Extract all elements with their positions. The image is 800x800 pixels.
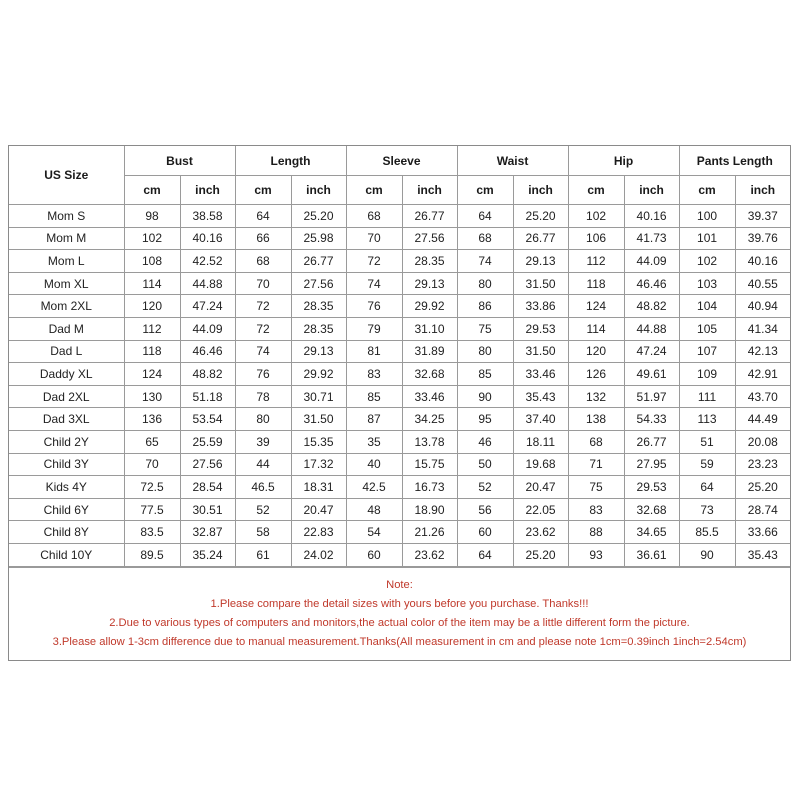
measurement-cell: 75	[457, 317, 513, 340]
measurement-cell: 39.76	[735, 227, 790, 250]
measurement-cell: 23.62	[402, 543, 457, 566]
measurement-cell: 35.43	[735, 543, 790, 566]
measurement-cell: 76	[235, 363, 291, 386]
measurement-cell: 138	[568, 408, 624, 431]
measurement-cell: 120	[124, 295, 180, 318]
measurement-cell: 15.35	[291, 430, 346, 453]
measurement-cell: 103	[679, 272, 735, 295]
table-row	[9, 498, 790, 521]
measurement-cell: 112	[568, 250, 624, 273]
measurement-cell: 52	[235, 498, 291, 521]
header-group-row	[9, 146, 790, 176]
measurement-cell: 18.11	[513, 430, 568, 453]
measurement-cell: 70	[235, 272, 291, 295]
measurement-cell: 88	[568, 521, 624, 544]
measurement-cell: 26.77	[291, 250, 346, 273]
measurement-cell: 22.05	[513, 498, 568, 521]
measurement-cell: 18.90	[402, 498, 457, 521]
measurement-cell: 60	[346, 543, 402, 566]
table-row	[9, 476, 790, 499]
measurement-cell: 40.16	[735, 250, 790, 273]
unit-header: inch	[180, 176, 235, 205]
measurement-cell: 120	[568, 340, 624, 363]
measurement-cell: 30.71	[291, 385, 346, 408]
size-label-cell: Mom XL	[9, 272, 124, 295]
measurement-cell: 73	[679, 498, 735, 521]
measurement-cell: 44.49	[735, 408, 790, 431]
measurement-cell: 33.66	[735, 521, 790, 544]
size-label-cell: Kids 4Y	[9, 476, 124, 499]
measurement-cell: 31.89	[402, 340, 457, 363]
measurement-cell: 48.82	[180, 363, 235, 386]
table-row	[9, 543, 790, 566]
measurement-cell: 64	[457, 543, 513, 566]
table-row	[9, 453, 790, 476]
measurement-cell: 42.13	[735, 340, 790, 363]
measurement-cell: 17.32	[291, 453, 346, 476]
measurement-cell: 51	[679, 430, 735, 453]
measurement-cell: 68	[568, 430, 624, 453]
measurement-cell: 77.5	[124, 498, 180, 521]
measurement-cell: 23.62	[513, 521, 568, 544]
size-label-cell: Mom S	[9, 205, 124, 228]
unit-header: cm	[124, 176, 180, 205]
measurement-cell: 83	[346, 363, 402, 386]
measurement-cell: 27.56	[291, 272, 346, 295]
table-row	[9, 363, 790, 386]
size-label-cell: Dad M	[9, 317, 124, 340]
measurement-cell: 58	[235, 521, 291, 544]
measurement-cell: 25.20	[735, 476, 790, 499]
measurement-cell: 28.35	[291, 317, 346, 340]
measurement-cell: 29.92	[402, 295, 457, 318]
measurement-cell: 68	[235, 250, 291, 273]
measurement-cell: 70	[124, 453, 180, 476]
table-row	[9, 430, 790, 453]
measurement-cell: 13.78	[402, 430, 457, 453]
size-label-cell: Child 6Y	[9, 498, 124, 521]
measurement-cell: 81	[346, 340, 402, 363]
measurement-cell: 72	[346, 250, 402, 273]
unit-header: cm	[568, 176, 624, 205]
measurement-cell: 90	[457, 385, 513, 408]
size-label-cell: Mom 2XL	[9, 295, 124, 318]
measurement-cell: 18.31	[291, 476, 346, 499]
measurement-cell: 26.77	[402, 205, 457, 228]
unit-header: inch	[513, 176, 568, 205]
size-label-cell: Child 8Y	[9, 521, 124, 544]
measurement-cell: 72.5	[124, 476, 180, 499]
measurement-cell: 31.50	[513, 340, 568, 363]
measurement-cell: 100	[679, 205, 735, 228]
measurement-cell: 21.26	[402, 521, 457, 544]
measurement-cell: 65	[124, 430, 180, 453]
measurement-cell: 31.50	[513, 272, 568, 295]
table-body	[9, 205, 790, 567]
measurement-cell: 25.98	[291, 227, 346, 250]
measurement-cell: 74	[457, 250, 513, 273]
measurement-cell: 118	[568, 272, 624, 295]
measurement-cell: 111	[679, 385, 735, 408]
measurement-cell: 31.10	[402, 317, 457, 340]
measurement-cell: 109	[679, 363, 735, 386]
measurement-cell: 105	[679, 317, 735, 340]
measurement-cell: 34.65	[624, 521, 679, 544]
measurement-cell: 44.88	[180, 272, 235, 295]
measurement-cell: 26.77	[513, 227, 568, 250]
table-row	[9, 317, 790, 340]
measurement-cell: 130	[124, 385, 180, 408]
measurement-cell: 34.25	[402, 408, 457, 431]
unit-header: inch	[735, 176, 790, 205]
measurement-cell: 39	[235, 430, 291, 453]
size-label-cell: Mom L	[9, 250, 124, 273]
table-row	[9, 295, 790, 318]
measurement-cell: 31.50	[291, 408, 346, 431]
measurement-cell: 44.09	[624, 250, 679, 273]
measurement-cell: 44.88	[624, 317, 679, 340]
measurement-cell: 35	[346, 430, 402, 453]
measurement-cell: 112	[124, 317, 180, 340]
measurement-cell: 114	[568, 317, 624, 340]
measurement-cell: 35.43	[513, 385, 568, 408]
measurement-cell: 47.24	[624, 340, 679, 363]
measurement-cell: 44	[235, 453, 291, 476]
measurement-cell: 33.86	[513, 295, 568, 318]
measurement-cell: 72	[235, 317, 291, 340]
measurement-cell: 98	[124, 205, 180, 228]
measurement-cell: 26.77	[624, 430, 679, 453]
measurement-cell: 29.92	[291, 363, 346, 386]
table-row	[9, 385, 790, 408]
measurement-cell: 136	[124, 408, 180, 431]
measurement-cell: 87	[346, 408, 402, 431]
table-row	[9, 250, 790, 273]
measurement-cell: 85	[346, 385, 402, 408]
measurement-cell: 59	[679, 453, 735, 476]
measurement-cell: 28.35	[402, 250, 457, 273]
column-group-header: Sleeve	[346, 146, 457, 176]
measurement-cell: 42.5	[346, 476, 402, 499]
unit-header: inch	[291, 176, 346, 205]
measurement-cell: 33.46	[513, 363, 568, 386]
measurement-cell: 74	[346, 272, 402, 295]
size-label-cell: Dad 3XL	[9, 408, 124, 431]
measurement-cell: 40.16	[180, 227, 235, 250]
unit-header: cm	[235, 176, 291, 205]
measurement-cell: 95	[457, 408, 513, 431]
measurement-cell: 54	[346, 521, 402, 544]
measurement-cell: 52	[457, 476, 513, 499]
measurement-cell: 44.09	[180, 317, 235, 340]
measurement-cell: 68	[346, 205, 402, 228]
measurement-cell: 49.61	[624, 363, 679, 386]
measurement-cell: 42.91	[735, 363, 790, 386]
table-row	[9, 408, 790, 431]
measurement-cell: 25.20	[513, 543, 568, 566]
measurement-cell: 50	[457, 453, 513, 476]
measurement-cell: 29.13	[291, 340, 346, 363]
measurement-cell: 28.74	[735, 498, 790, 521]
measurement-cell: 46.5	[235, 476, 291, 499]
header-unit-row	[9, 176, 790, 205]
measurement-cell: 51.18	[180, 385, 235, 408]
measurement-cell: 107	[679, 340, 735, 363]
measurement-cell: 27.56	[180, 453, 235, 476]
measurement-cell: 48	[346, 498, 402, 521]
measurement-cell: 15.75	[402, 453, 457, 476]
measurement-cell: 16.73	[402, 476, 457, 499]
note-line-2: 2.Due to various types of computers and monitors,the actual color of the item may be a little different form the picture.	[109, 616, 690, 629]
measurement-cell: 40.94	[735, 295, 790, 318]
unit-header: inch	[624, 176, 679, 205]
measurement-cell: 60	[457, 521, 513, 544]
measurement-cell: 124	[568, 295, 624, 318]
measurement-cell: 27.56	[402, 227, 457, 250]
measurement-cell: 43.70	[735, 385, 790, 408]
measurement-cell: 64	[235, 205, 291, 228]
column-group-header: Hip	[568, 146, 679, 176]
measurement-cell: 54.33	[624, 408, 679, 431]
measurement-cell: 61	[235, 543, 291, 566]
measurement-cell: 23.23	[735, 453, 790, 476]
measurement-cell: 29.53	[624, 476, 679, 499]
measurement-cell: 114	[124, 272, 180, 295]
unit-header: cm	[346, 176, 402, 205]
measurement-cell: 51.97	[624, 385, 679, 408]
measurement-cell: 132	[568, 385, 624, 408]
measurement-cell: 20.47	[291, 498, 346, 521]
measurement-cell: 83.5	[124, 521, 180, 544]
measurement-cell: 64	[457, 205, 513, 228]
size-chart	[8, 145, 791, 661]
measurement-cell: 39.37	[735, 205, 790, 228]
measurement-cell: 46	[457, 430, 513, 453]
measurement-cell: 85	[457, 363, 513, 386]
measurement-cell: 27.95	[624, 453, 679, 476]
measurement-cell: 102	[679, 250, 735, 273]
measurement-cell: 40.55	[735, 272, 790, 295]
measurement-cell: 33.46	[402, 385, 457, 408]
size-label-cell: Child 10Y	[9, 543, 124, 566]
measurement-cell: 56	[457, 498, 513, 521]
size-label-cell: Mom M	[9, 227, 124, 250]
table-row	[9, 272, 790, 295]
measurement-cell: 28.35	[291, 295, 346, 318]
measurement-cell: 30.51	[180, 498, 235, 521]
measurement-cell: 76	[346, 295, 402, 318]
table-row	[9, 340, 790, 363]
measurement-cell: 64	[679, 476, 735, 499]
measurement-cell: 90	[679, 543, 735, 566]
measurement-cell: 108	[124, 250, 180, 273]
measurement-cell: 46.46	[180, 340, 235, 363]
measurement-cell: 24.02	[291, 543, 346, 566]
measurement-cell: 102	[568, 205, 624, 228]
measurement-cell: 38.58	[180, 205, 235, 228]
measurement-cell: 29.13	[513, 250, 568, 273]
measurement-cell: 85.5	[679, 521, 735, 544]
size-label-cell: Dad 2XL	[9, 385, 124, 408]
measurement-cell: 48.82	[624, 295, 679, 318]
measurement-cell: 37.40	[513, 408, 568, 431]
measurement-cell: 46.46	[624, 272, 679, 295]
measurement-cell: 93	[568, 543, 624, 566]
measurement-cell: 80	[235, 408, 291, 431]
measurement-cell: 29.53	[513, 317, 568, 340]
measurement-cell: 79	[346, 317, 402, 340]
unit-header: inch	[402, 176, 457, 205]
measurement-cell: 47.24	[180, 295, 235, 318]
measurement-cell: 124	[124, 363, 180, 386]
measurement-cell: 22.83	[291, 521, 346, 544]
measurement-cell: 101	[679, 227, 735, 250]
notes-section	[9, 567, 790, 660]
measurement-cell: 53.54	[180, 408, 235, 431]
measurement-cell: 40.16	[624, 205, 679, 228]
note-line-3: 3.Please allow 1-3cm difference due to manual measurement.Thanks(All measurement in cm and please note 1cm=0.39inch 1inch=2.54cm)	[52, 635, 747, 648]
measurement-cell: 28.54	[180, 476, 235, 499]
table-row	[9, 521, 790, 544]
measurement-cell: 89.5	[124, 543, 180, 566]
measurement-cell: 32.68	[402, 363, 457, 386]
measurement-cell: 25.20	[291, 205, 346, 228]
measurement-cell: 41.34	[735, 317, 790, 340]
measurement-cell: 104	[679, 295, 735, 318]
measurement-cell: 80	[457, 272, 513, 295]
measurement-cell: 42.52	[180, 250, 235, 273]
measurement-cell: 72	[235, 295, 291, 318]
measurement-cell: 78	[235, 385, 291, 408]
us-size-header: US Size	[9, 146, 124, 205]
size-label-cell: Dad L	[9, 340, 124, 363]
measurement-cell: 113	[679, 408, 735, 431]
measurement-cell: 118	[124, 340, 180, 363]
size-label-cell: Daddy XL	[9, 363, 124, 386]
measurement-cell: 80	[457, 340, 513, 363]
note-title: Note:	[386, 578, 413, 591]
measurement-cell: 70	[346, 227, 402, 250]
measurement-cell: 20.08	[735, 430, 790, 453]
column-group-header: Waist	[457, 146, 568, 176]
table-row	[9, 205, 790, 228]
measurement-cell: 25.59	[180, 430, 235, 453]
measurement-cell: 102	[124, 227, 180, 250]
measurement-cell: 40	[346, 453, 402, 476]
measurement-cell: 86	[457, 295, 513, 318]
unit-header: cm	[679, 176, 735, 205]
measurement-cell: 74	[235, 340, 291, 363]
measurement-cell: 32.87	[180, 521, 235, 544]
column-group-header: Pants Length	[679, 146, 790, 176]
measurement-cell: 19.68	[513, 453, 568, 476]
measurement-cell: 71	[568, 453, 624, 476]
measurement-cell: 25.20	[513, 205, 568, 228]
measurement-cell: 36.61	[624, 543, 679, 566]
note-line-1: 1.Please compare the detail sizes with yours before you purchase. Thanks!!!	[210, 597, 589, 610]
measurement-cell: 20.47	[513, 476, 568, 499]
unit-header: cm	[457, 176, 513, 205]
table-row	[9, 227, 790, 250]
size-label-cell: Child 3Y	[9, 453, 124, 476]
size-label-cell: Child 2Y	[9, 430, 124, 453]
measurement-cell: 66	[235, 227, 291, 250]
measurement-cell: 29.13	[402, 272, 457, 295]
measurement-cell: 35.24	[180, 543, 235, 566]
measurement-cell: 32.68	[624, 498, 679, 521]
measurement-cell: 75	[568, 476, 624, 499]
measurement-cell: 83	[568, 498, 624, 521]
measurement-cell: 68	[457, 227, 513, 250]
column-group-header: Bust	[124, 146, 235, 176]
measurement-cell: 126	[568, 363, 624, 386]
measurement-cell: 106	[568, 227, 624, 250]
size-table	[9, 146, 790, 567]
column-group-header: Length	[235, 146, 346, 176]
measurement-cell: 41.73	[624, 227, 679, 250]
